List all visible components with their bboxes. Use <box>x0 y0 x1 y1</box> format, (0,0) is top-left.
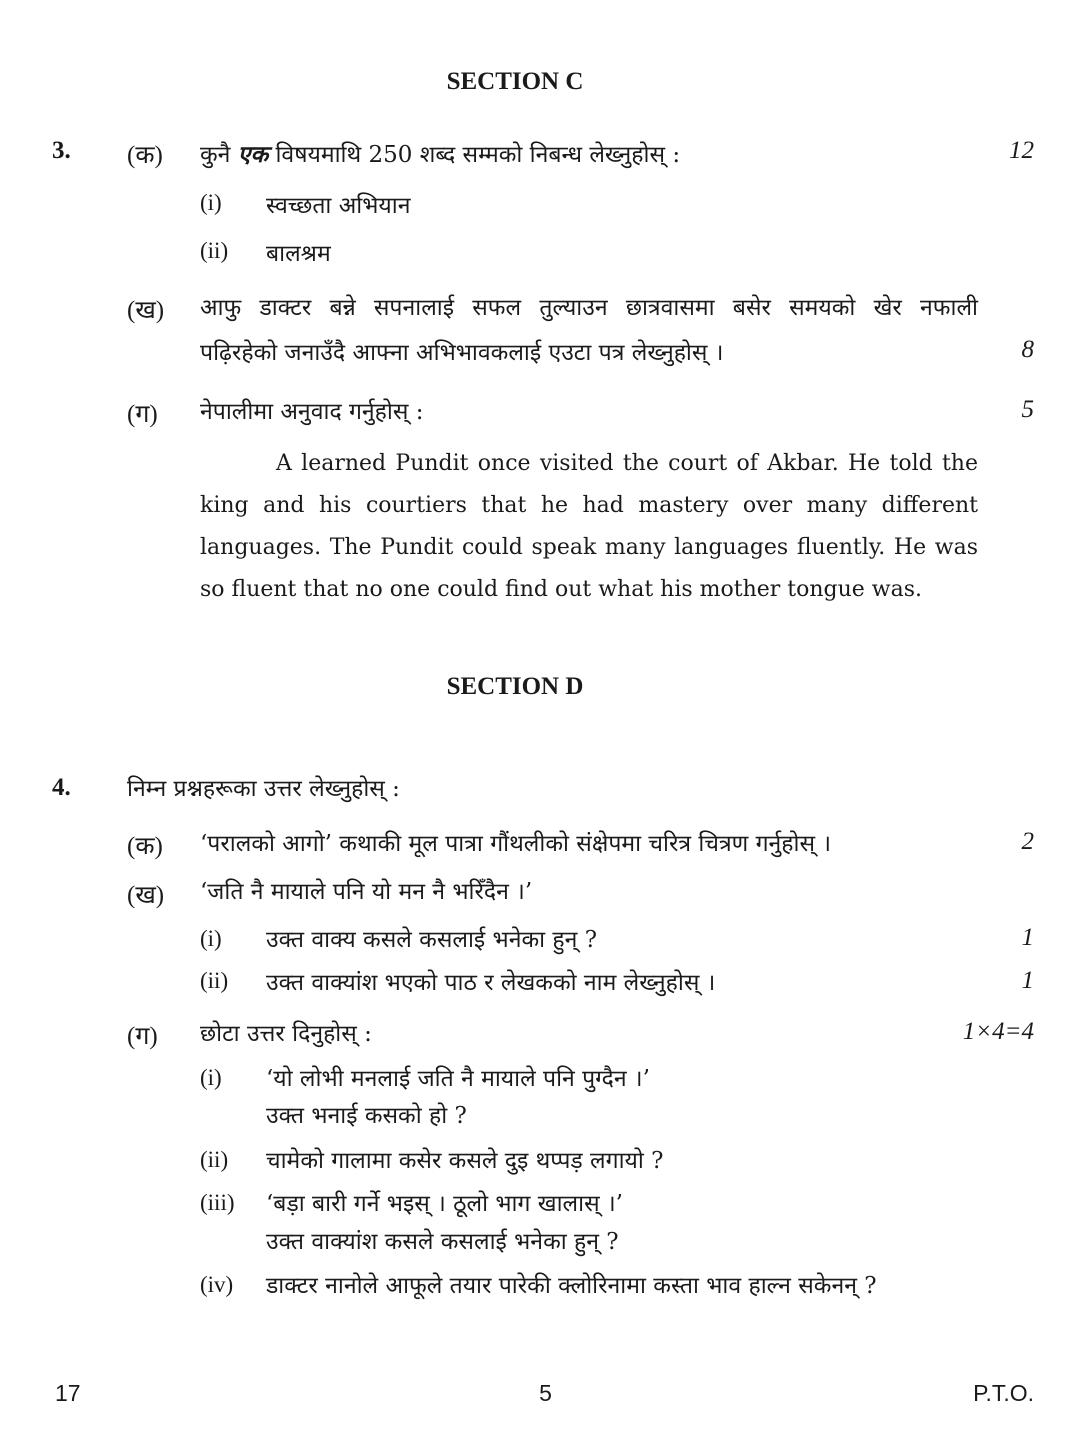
q4b-item-i-label: (i) <box>200 926 222 951</box>
q3a-label: (क) <box>127 142 163 169</box>
q4c-label: (ग) <box>127 1023 158 1050</box>
q3b-marks: 8 <box>1021 336 1034 363</box>
q3c-label: (ग) <box>127 401 158 428</box>
q3a-text-emphasis: एक <box>237 141 269 168</box>
q4b-item-ii-marks: 1 <box>1021 967 1034 994</box>
q4c-item-iii-line2: उक्त वाक्यांश कसले कसलाई भनेका हुन् ? <box>266 1229 619 1255</box>
q4b-item-ii-label: (ii) <box>200 968 229 993</box>
q4b-item-ii-text: उक्त वाक्यांश भएको पाठ र लेखकको नाम लेख्नुहोस् । <box>266 970 716 996</box>
q4b-text: ‘जति नै मायाले पनि यो मन नै भरिँदैन ।’ <box>200 879 533 905</box>
q4c-item-iv-label: (iv) <box>200 1272 234 1297</box>
q3a-option-ii-label: (ii) <box>200 238 229 263</box>
q4c-item-i-label: (i) <box>200 1065 222 1090</box>
q4c-item-i-line2: उक्त भनाई कसको हो ? <box>266 1103 467 1129</box>
q4c-item-iii-line1: ‘बड़ा बारी गर्ने भइस् । ठूलो भाग खालास् ।’ <box>266 1191 623 1217</box>
q3a-option-ii-text: बालश्रम <box>266 241 331 267</box>
footer-page-number: 5 <box>539 1380 552 1406</box>
q4c-item-ii-line1: चामेको गालामा कसेर कसले दुइ थप्पड़ लगायो ? <box>266 1148 664 1174</box>
q4b-item-i-marks: 1 <box>1021 924 1034 951</box>
q3b-text-line2: पढ़िरहेको जनाउँदै आफ्ना अभिभावकलाई एउटा पत्र लेख्नुहोस् । <box>200 340 724 366</box>
q3a-option-i-label: (i) <box>200 190 222 215</box>
q4c-item-ii-label: (ii) <box>200 1147 229 1172</box>
q4b-label: (ख) <box>127 882 165 909</box>
q3a-text <box>200 137 680 169</box>
question-number-4: 4. <box>52 774 71 801</box>
q4a-label: (क) <box>127 833 163 860</box>
q3a-text-post: विषयमाथि 250 शब्द सम्मको निबन्ध लेख्नुहोस् : <box>268 142 681 168</box>
section-d-title: SECTION D <box>446 673 584 700</box>
q4c-item-iv-line1: डाक्टर नानोले आफूले तयार पारेकी क्लोरिनामा कस्ता भाव हाल्न सकेनन् ? <box>266 1273 877 1299</box>
q3b-label: (ख) <box>127 297 165 324</box>
section-c-title: SECTION C <box>446 68 584 95</box>
q3c-marks: 5 <box>1021 396 1034 423</box>
translation-passage: A learned Pundit once visited the court of Akbar. He told the king and his courtiers that he had mastery over many different languages. The Pundit could speak many languages fluently. He was so fluent that no one could find out what his mother tongue was. <box>200 451 978 602</box>
q3a-text-pre: कुनै <box>200 142 238 168</box>
q4c-item-i-line1: ‘यो लोभी मनलाई जति नै मायाले पनि पुग्दैन ।’ <box>266 1066 650 1092</box>
footer-pto: P.T.O. <box>973 1380 1034 1406</box>
q3b-text-line1: आफु डाक्टर बन्ने सपनालाई सफल तुल्याउन छात्रवासमा बसेर समयको खेर नफाली <box>200 295 978 321</box>
q3a-marks: 12 <box>1009 137 1034 164</box>
question-number-3: 3. <box>52 137 71 164</box>
footer-code: 17 <box>55 1380 81 1406</box>
q3a-option-i-text: स्वच्छता अभियान <box>266 193 411 219</box>
q4b-item-i-text: उक्त वाक्य कसले कसलाई भनेका हुन् ? <box>266 927 598 953</box>
q3c-text: नेपालीमा अनुवाद गर्नुहोस् : <box>200 399 424 425</box>
q4c-item-iii-label: (iii) <box>200 1190 235 1215</box>
q4c-text: छोटा उत्तर दिनुहोस् : <box>200 1021 372 1047</box>
q4a-text: ‘परालको आगो’ कथाकी मूल पात्रा गौंथलीको संक्षेपमा चरित्र चित्रण गर्नुहोस् । <box>200 831 832 857</box>
q4c-marks: 1×4=4 <box>962 1018 1034 1045</box>
q4-intro: निम्न प्रश्नहरूका उत्तर लेख्नुहोस् : <box>127 776 400 802</box>
q4a-marks: 2 <box>1021 828 1034 855</box>
